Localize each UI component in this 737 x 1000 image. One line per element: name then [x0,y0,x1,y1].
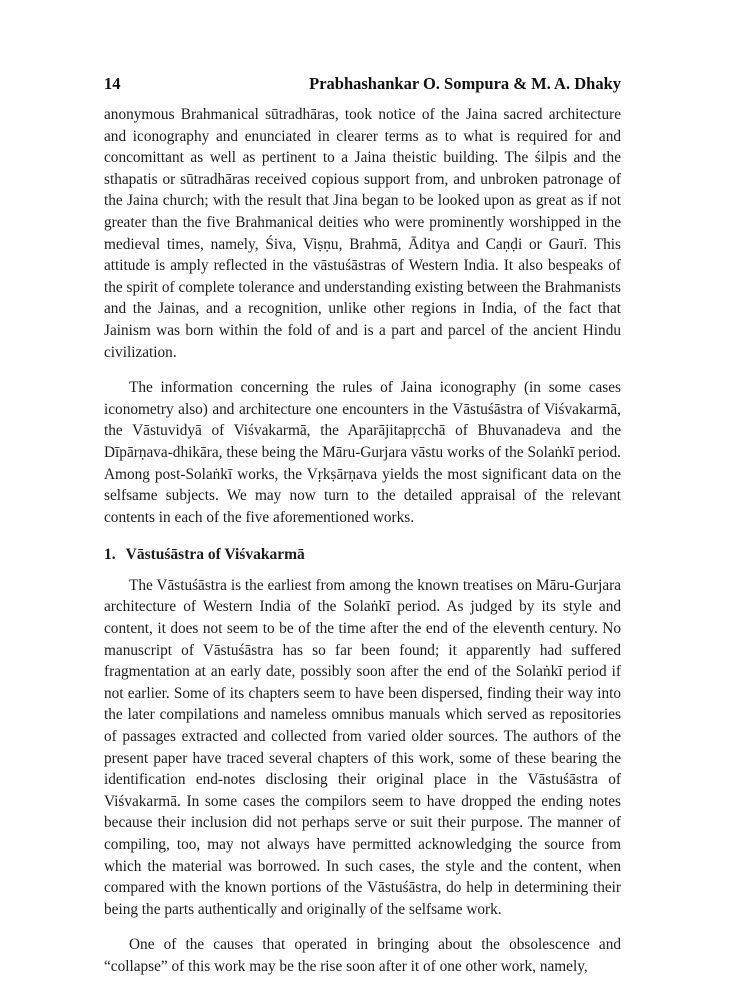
running-header-authors: Prabhashankar O. Sompura & M. A. Dhaky [309,74,621,93]
paragraph-1: anonymous Brahmanical sūtradhāras, took notice of the Jaina sacred architecture and iconography and enunciated in clearer terms as to what is required for and concomittant as well as pertinent to a Jaina theistic building. The śilpis and the sthapatis or sūtradhāras received copious support from, and unbroken patronage of the Jaina church; with the result that Jina began to be looked upon as great as if not greater than the five Brahmanical deities who were prominently worshipped in the medieval times, namely, Śiva, Viṣṇu, Brahmā, Āditya and Caṇḍi or Gaurī. This attitude is amply reflected in the vāstuśāstras of Western India. It also bespeaks of the spirit of complete tolerance and understanding existing between the Brahmanists and the Jainas, and a recognition, unlike other regions in India, of the fact that Jainism was born within the fold of and is a part and parcel of the ancient Hindu civilization. [104,106,621,361]
body-text [104,104,621,978]
page-number: 14 [104,74,121,93]
section-heading [104,544,621,566]
paragraph-4: One of the causes that operated in bringing about the obsolescence and “collapse” of this work may be the rise soon after it of one other work, namely, [104,936,621,975]
paragraph-3: The Vāstuśāstra is the earliest from among the known treatises on Māru-Gurjara architecture of Western India of the Solaṅkī period. As judged by its style and content, it does not seem to be of the time after the end of the eleventh century. No manuscript of Vāstuśāstra has so far been found; it apparently had suffered fragmentation at an early date, possibly soon after the end of the Solaṅkī period if not earlier. Some of its chapters seem to have been dispersed, finding their way into the later compilations and nameless omnibus manuals which served as repositories of passages extracted and collected from varied older sources. The authors of the present paper have traced several chapters of this work, some of these bearing the identification end-notes disclosing their original place in the Vāstuśāstra of Viśvakarmā. In some cases the compilors seem to have dropped the ending notes because their inclusion did not perhaps serve or suit their purpose. The manner of compiling, too, may not always have permitted acknowledging the source from which the material was borrowed. In such cases, the style and the content, when compared with the known portions of the Vāstuśāstra, do help in determining their being the parts authentically and originally of the selfsame work. [104,576,621,918]
section-title: Vāstuśāstra of Viśvakarmā [125,546,305,564]
section-number: 1. [104,546,116,564]
running-header [104,74,621,96]
paragraph-2: The information concerning the rules of Jaina iconography (in some cases iconometry also) and architecture one encounters in the Vāstuśāstra of Viśvakarmā, the Vāstuvidyā of Viśvakarmā, the Aparājitapṛcchā of Bhuvanadeva and the Dīpārṇava-dhikāra, these being the Māru-Gurjara vāstu works of the Solaṅkī period. Among post-Solaṅkī works, the Vṛkṣārṇava yields the most significant data on the selfsame subjects. We may now turn to the detailed appraisal of the relevant contents in each of the five aforementioned works. [104,379,621,526]
